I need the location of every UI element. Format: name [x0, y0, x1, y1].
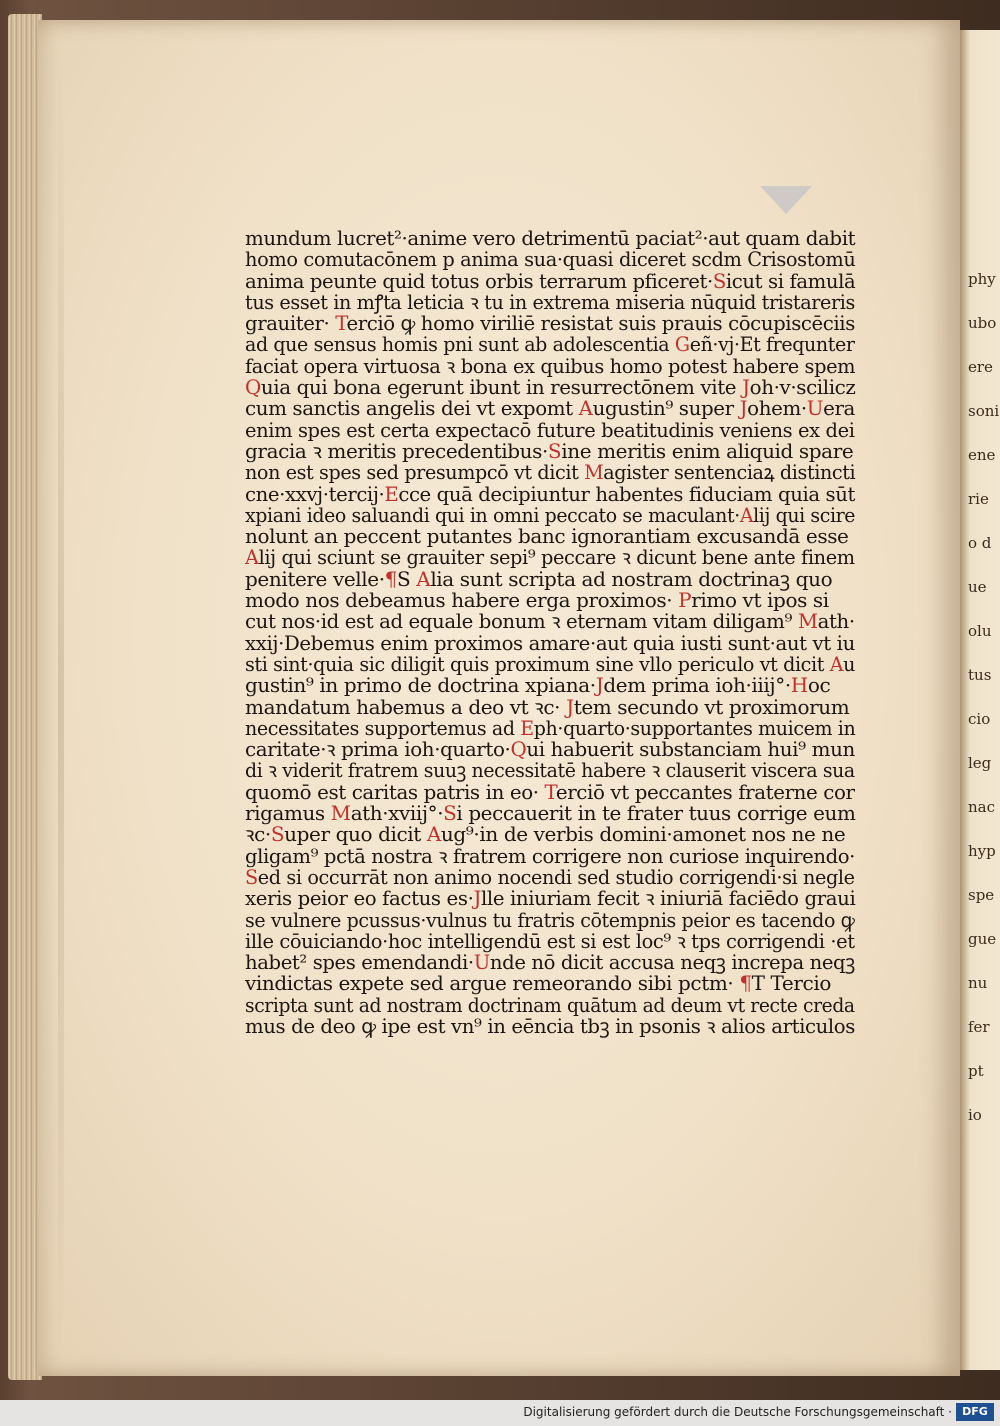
- text-run: oh·v·scilicz: [749, 375, 856, 400]
- rubricated-initial: T: [335, 311, 347, 336]
- text-run: agister sentenciaꝝ distincti: [603, 460, 856, 485]
- text-run: mandatum habemus a deo vt ꝛc·: [245, 694, 567, 719]
- rubricated-initial: M: [584, 460, 604, 485]
- text-run: necessitates supportemus ad: [245, 715, 521, 740]
- text-run: lij qui scire: [753, 502, 856, 527]
- text-run: enim spes est certa expectacō future beatitudinis veniens ex dei: [245, 417, 855, 442]
- text-run: tem secundo vt proximorum: [573, 694, 850, 719]
- text-line: [245, 247, 856, 272]
- rubricated-initial: J: [739, 396, 748, 421]
- text-line: [245, 311, 855, 336]
- text-run: xeris peior eo factus es·: [245, 886, 474, 911]
- text-run: cne·xxvj·tercij·: [245, 481, 385, 506]
- text-run: gligam⁹ pctā nostra ꝛ fratrem corrigere non curiose inquirendo·: [245, 843, 856, 868]
- text-line: [245, 590, 855, 611]
- text-run: cum sanctis angelis dei vt expomt: [245, 396, 579, 421]
- text-line: [245, 332, 855, 357]
- text-run: modo nos debeamus habere erga proximos·: [245, 588, 679, 613]
- text-line: [245, 973, 855, 994]
- incunable-text: [245, 228, 855, 1037]
- text-run: ed si occurrāt non animo nocendi sed studio corrigendi·si negle: [257, 864, 855, 889]
- facing-page-fragment: rie: [968, 490, 989, 508]
- text-run: ug⁹·in de verbis domini·amonet nos ne ne: [440, 822, 846, 847]
- text-run: vindictas expete sed argue remeorando sibi pctm·: [245, 971, 740, 996]
- text-line: [245, 843, 856, 868]
- rubricated-initial: E: [384, 481, 399, 506]
- text-line: [245, 758, 855, 783]
- text-line: [245, 545, 855, 570]
- text-line: [245, 992, 855, 1017]
- text-run: ath·: [817, 609, 855, 634]
- text-run: ui habuerit substanciam hui⁹ mun: [526, 737, 855, 762]
- text-line: [245, 289, 855, 314]
- text-run: gracia ꝛ meritis precedentibus·: [245, 438, 548, 463]
- text-run: era: [823, 396, 855, 421]
- text-run: lle iniuriam fecit ꝛ iniuriā faciēdo graui: [480, 886, 856, 911]
- facing-page-fragment: ene: [968, 446, 996, 464]
- text-line: [245, 630, 855, 655]
- text-line: [245, 715, 856, 740]
- text-line: [245, 526, 855, 547]
- rubricated-initial: H: [790, 673, 808, 698]
- facing-page-fragment: olu: [968, 622, 992, 640]
- text-run: penitere velle·: [245, 566, 385, 591]
- text-line: [245, 396, 855, 421]
- text-run: eñ·vj·Et frequnter: [689, 332, 855, 357]
- text-line: [245, 737, 855, 762]
- text-line: [245, 801, 856, 826]
- rubricated-initial: J: [473, 886, 481, 911]
- rubricated-initial: J: [742, 375, 750, 400]
- text-run: i peccauerit in te frater tuus corrige eum: [456, 801, 856, 826]
- text-run: ph·quarto·supportantes muicem in: [533, 715, 856, 740]
- text-run: nolunt an peccent putantes banc ignorantiam excusandā esse: [245, 524, 849, 549]
- text-run: scripta sunt ad nostram doctrinam quātum ad deum vt recte creda: [245, 992, 855, 1017]
- text-run: xpiani ideo saluandi qui in omni peccato se maculant·: [245, 502, 740, 527]
- text-run: ohem·: [747, 396, 807, 421]
- text-line: [245, 460, 856, 485]
- text-line: [245, 417, 855, 442]
- facing-page-fragment: cio: [968, 710, 991, 728]
- text-run: rigamus: [245, 801, 331, 826]
- facing-page-fragment: ubo: [968, 314, 997, 332]
- text-line: [245, 928, 855, 953]
- text-run: erciō vt peccantes fraterne cor: [555, 779, 855, 804]
- facing-page-fragment: nu: [968, 974, 988, 992]
- rubricated-initial: A: [426, 822, 441, 847]
- rubricated-initial: G: [674, 332, 690, 357]
- text-run: uia qui bona egerunt ibunt in resurrectōnem vite: [260, 375, 743, 400]
- rubricated-initial: U: [806, 396, 824, 421]
- text-run: cut nos·id est ad equale bonum ꝛ eternam vitam diligam⁹: [245, 609, 798, 634]
- rubricated-initial: Q: [510, 737, 527, 762]
- facing-page-fragment: gue: [968, 930, 997, 948]
- facing-page-fragment: pt: [968, 1062, 984, 1080]
- rubricated-initial: A: [739, 502, 754, 527]
- text-run: mundum lucret²·anime vero detrimentū paciat²·aut quam dabit: [245, 226, 856, 250]
- rubricated-initial: J: [566, 694, 574, 719]
- rubricated-initial: M: [330, 801, 351, 826]
- text-line: [245, 268, 856, 293]
- text-line: [245, 481, 855, 506]
- text-run: icut si famulā: [725, 268, 856, 293]
- text-run: lij qui sciunt se grauiter sepi⁹ peccare ꝛ dicunt bene ante finem: [258, 545, 855, 570]
- text-line: [245, 907, 855, 932]
- text-line: [245, 353, 856, 378]
- text-run: T Tercio: [751, 971, 831, 996]
- text-run: gustin⁹ in primo de doctrina xpiana·: [245, 673, 596, 698]
- rubricated-initial: P: [678, 588, 692, 613]
- rubricated-initial: S: [245, 864, 258, 889]
- text-line: [245, 502, 856, 527]
- rubricated-initial: S: [443, 801, 457, 826]
- text-run: ꝛc·: [245, 822, 271, 847]
- text-line: [245, 651, 856, 676]
- gutter-shadow: [58, 60, 64, 1360]
- text-run: erciō ꝙ homo viriliē resistat suis prauis cōcupiscēciis: [346, 311, 855, 336]
- text-line: [245, 438, 855, 463]
- text-run: oc: [807, 673, 831, 698]
- facing-page-fragment: hyp: [968, 842, 996, 860]
- dfg-logo: DFG: [956, 1403, 994, 1421]
- text-run: ad que sensus homis pni sunt ab adolescentia: [245, 332, 675, 357]
- text-run: habet² spes emendandi·: [245, 950, 474, 975]
- rubricated-initial: A: [416, 566, 431, 591]
- text-line: [245, 694, 855, 719]
- facing-page-fragment: spe: [968, 886, 995, 904]
- rubricated-initial: T: [544, 779, 556, 804]
- text-run: se vulnere pcussus·vulnus tu fratris cōtempnis peior es tacendo ꝙ: [245, 907, 855, 932]
- digitization-credit: Digitalisierung gefördert durch die Deutsche Forschungsgemeinschaft ·: [523, 1405, 952, 1419]
- text-line: [245, 566, 855, 591]
- facing-page-fragment: o d: [968, 534, 992, 552]
- text-run: homo comutacōnem p anima sua·quasi diceret scdm Crisostomū: [245, 247, 856, 272]
- text-line: [245, 375, 856, 400]
- facing-page-fragment: ere: [968, 358, 993, 376]
- text-line: [245, 886, 856, 911]
- text-line: [245, 1013, 855, 1038]
- rubricated-initial: M: [797, 609, 818, 634]
- text-line: [245, 824, 855, 845]
- text-run: faciat opera virtuosa ꝛ bona ex quibus homo potest habere spem: [245, 353, 856, 378]
- text-run: xxij·Debemus enim proximos amare·aut quia iusti sunt·aut vt iu: [245, 630, 855, 655]
- rubricated-initial: ¶: [739, 971, 752, 996]
- page-edges: [8, 14, 42, 1380]
- text-line: [245, 779, 855, 804]
- text-run: sti sint·quia sic diligit quis proximum sine vllo periculo vt dicit: [245, 651, 830, 676]
- page-tear: [760, 186, 812, 214]
- text-run: nde nō dicit accusa neqꝫ increpa neqꝫ: [489, 950, 855, 975]
- text-line: [245, 226, 856, 250]
- text-run: cce quā decipiuntur habentes fiduciam quia sūt: [398, 481, 855, 506]
- facing-page-fragment: io: [968, 1106, 982, 1124]
- facing-page-fragment: phy: [968, 270, 996, 288]
- rubricated-initial: E: [520, 715, 534, 740]
- facing-page-fragment: leg: [968, 754, 992, 772]
- text-run: lia sunt scripta ad nostram doctrinaꝫ quo: [430, 566, 833, 591]
- text-run: ugustin⁹ super: [592, 396, 740, 421]
- facing-page-fragment: tus: [968, 666, 992, 684]
- text-run: tus esset in mꝭta leticia ꝛ tu in extrema miseria nūquid tristareris: [245, 289, 855, 314]
- rubricated-initial: S: [547, 438, 562, 463]
- text-run: S: [397, 566, 417, 591]
- rubricated-initial: A: [829, 651, 844, 676]
- text-line: [245, 950, 855, 975]
- text-run: ath·xviij°·: [350, 801, 444, 826]
- text-run: uper quo dicit: [284, 822, 427, 847]
- text-run: ine meritis enim aliquid spare: [561, 438, 854, 463]
- facing-page-fragment: nac: [968, 798, 996, 816]
- text-line: [245, 864, 855, 889]
- facing-page-fragment: soni: [968, 402, 1000, 420]
- rubricated-initial: ¶: [384, 566, 397, 591]
- text-run: grauiter·: [245, 311, 336, 336]
- text-run: quomō est caritas patris in eo·: [245, 779, 545, 804]
- text-run: u: [843, 651, 856, 676]
- facing-page-fragment: ue: [968, 578, 987, 596]
- text-run: mus de deo ꝙ ipe est vn⁹ in eēncia tbꝫ in psonis ꝛ alios articulos: [245, 1013, 855, 1038]
- facing-page-fragments: [968, 270, 1000, 1150]
- facing-page-edge: [960, 30, 1000, 1370]
- text-line: [245, 675, 855, 696]
- text-run: anima peunte quid totus orbis terrarum pficeret·: [245, 268, 713, 293]
- text-run: rimo vt ipos si: [691, 588, 829, 613]
- rubricated-initial: S: [712, 268, 726, 293]
- rubricated-initial: S: [270, 822, 285, 847]
- text-run: dem prima ioh·iiij°·: [603, 673, 791, 698]
- text-run: non est spes sed presumpcō vt dicit: [245, 460, 585, 485]
- rubricated-initial: U: [473, 950, 490, 975]
- text-line: [245, 609, 855, 634]
- rubricated-initial: J: [595, 673, 604, 698]
- facing-page-fragment: fer: [968, 1018, 990, 1036]
- text-run: caritate·ꝛ prima ioh·quarto·: [245, 737, 511, 762]
- rubricated-initial: A: [245, 545, 259, 570]
- rubricated-initial: A: [578, 396, 593, 421]
- rubricated-initial: Q: [245, 375, 261, 400]
- text-run: di ꝛ viderit fratrem suuꝫ necessitatē habere ꝛ clauserit viscera sua: [245, 758, 855, 783]
- text-run: ille cōuiciando·hoc intelligendū est si est loc⁹ ꝛ tps corrigendi ·et: [245, 928, 855, 953]
